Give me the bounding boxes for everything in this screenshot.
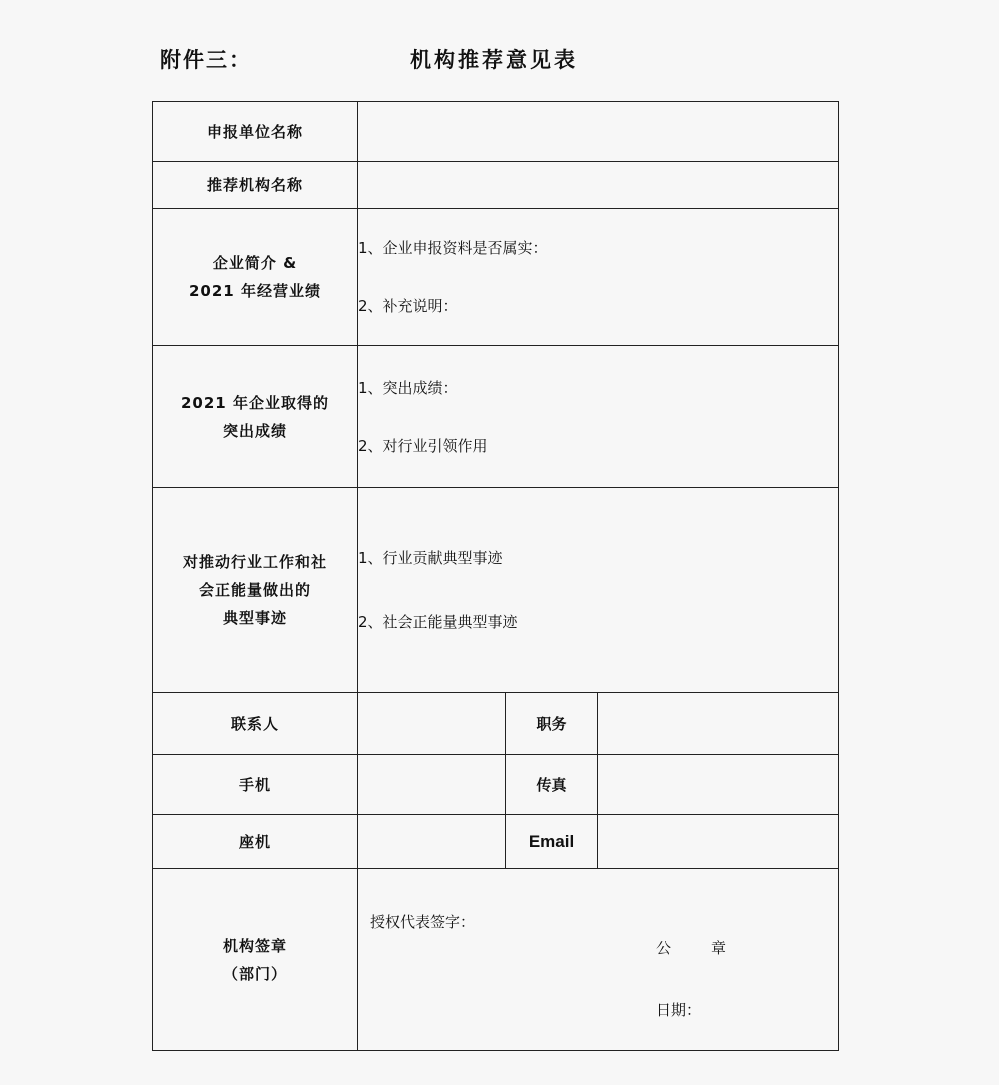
row-signature (153, 869, 839, 1051)
row-deeds (153, 488, 839, 693)
deeds-item-2: 2、社会正能量典型事迹 (358, 613, 518, 631)
attachment-label: 附件三： (160, 48, 252, 72)
signature-label-line1: 机构签章 (222, 936, 287, 955)
applicant-name-label: 申报单位名称 (153, 102, 358, 162)
achievements-label-line1: 2021 年企业取得的 (181, 393, 329, 412)
profile-label (153, 209, 358, 346)
recommender-name-label: 推荐机构名称 (153, 162, 358, 209)
contact-person-label: 联系人 (153, 693, 358, 755)
applicant-name-field[interactable] (358, 102, 839, 162)
recommendation-form-table (152, 101, 839, 1051)
achievements-label (153, 346, 358, 488)
row-applicant (153, 102, 839, 162)
official-seal-label: 公章 (656, 939, 767, 957)
representative-signature-label: 授权代表签字： (370, 913, 476, 931)
row-recommender (153, 162, 839, 209)
mobile-field[interactable] (358, 755, 506, 815)
profile-field[interactable] (358, 209, 839, 346)
profile-item-2: 2、补充说明： (358, 297, 458, 315)
profile-label-line2: 2021 年经营业绩 (189, 282, 321, 300)
email-label: Email (506, 815, 598, 869)
deeds-field[interactable] (358, 488, 839, 693)
deeds-item-1: 1、行业贡献典型事迹 (358, 549, 503, 567)
position-field[interactable] (598, 693, 839, 755)
row-contact (153, 693, 839, 755)
form-title: 机构推荐意见表 (410, 48, 578, 72)
row-achievements (153, 346, 839, 488)
document-header (160, 44, 860, 84)
position-label: 职务 (506, 693, 598, 755)
email-field[interactable] (598, 815, 839, 869)
landline-label: 座机 (153, 815, 358, 869)
profile-label-line1: 企业简介 & (212, 254, 298, 272)
deeds-label-line2: 会正能量做出的 (198, 581, 311, 599)
achievements-field[interactable] (358, 346, 839, 488)
deeds-label-line3: 典型事迹 (222, 609, 287, 627)
signature-label-line2: （部门） (222, 964, 287, 983)
deeds-label (153, 488, 358, 693)
fax-field[interactable] (598, 755, 839, 815)
achievements-item-1: 1、突出成绩： (358, 378, 458, 397)
achievements-item-2: 2、对行业引领作用 (358, 436, 488, 455)
achievements-label-line2: 突出成绩 (222, 421, 287, 440)
date-label: 日期： (656, 1001, 702, 1019)
profile-item-1: 1、企业申报资料是否属实： (358, 239, 548, 257)
recommender-name-field[interactable] (358, 162, 839, 209)
row-landline (153, 815, 839, 869)
signature-field[interactable] (358, 869, 839, 1051)
signature-label (153, 869, 358, 1051)
contact-person-field[interactable] (358, 693, 506, 755)
row-mobile (153, 755, 839, 815)
fax-label: 传真 (506, 755, 598, 815)
deeds-label-line1: 对推动行业工作和社 (182, 553, 327, 571)
landline-field[interactable] (358, 815, 506, 869)
row-profile (153, 209, 839, 346)
mobile-label: 手机 (153, 755, 358, 815)
